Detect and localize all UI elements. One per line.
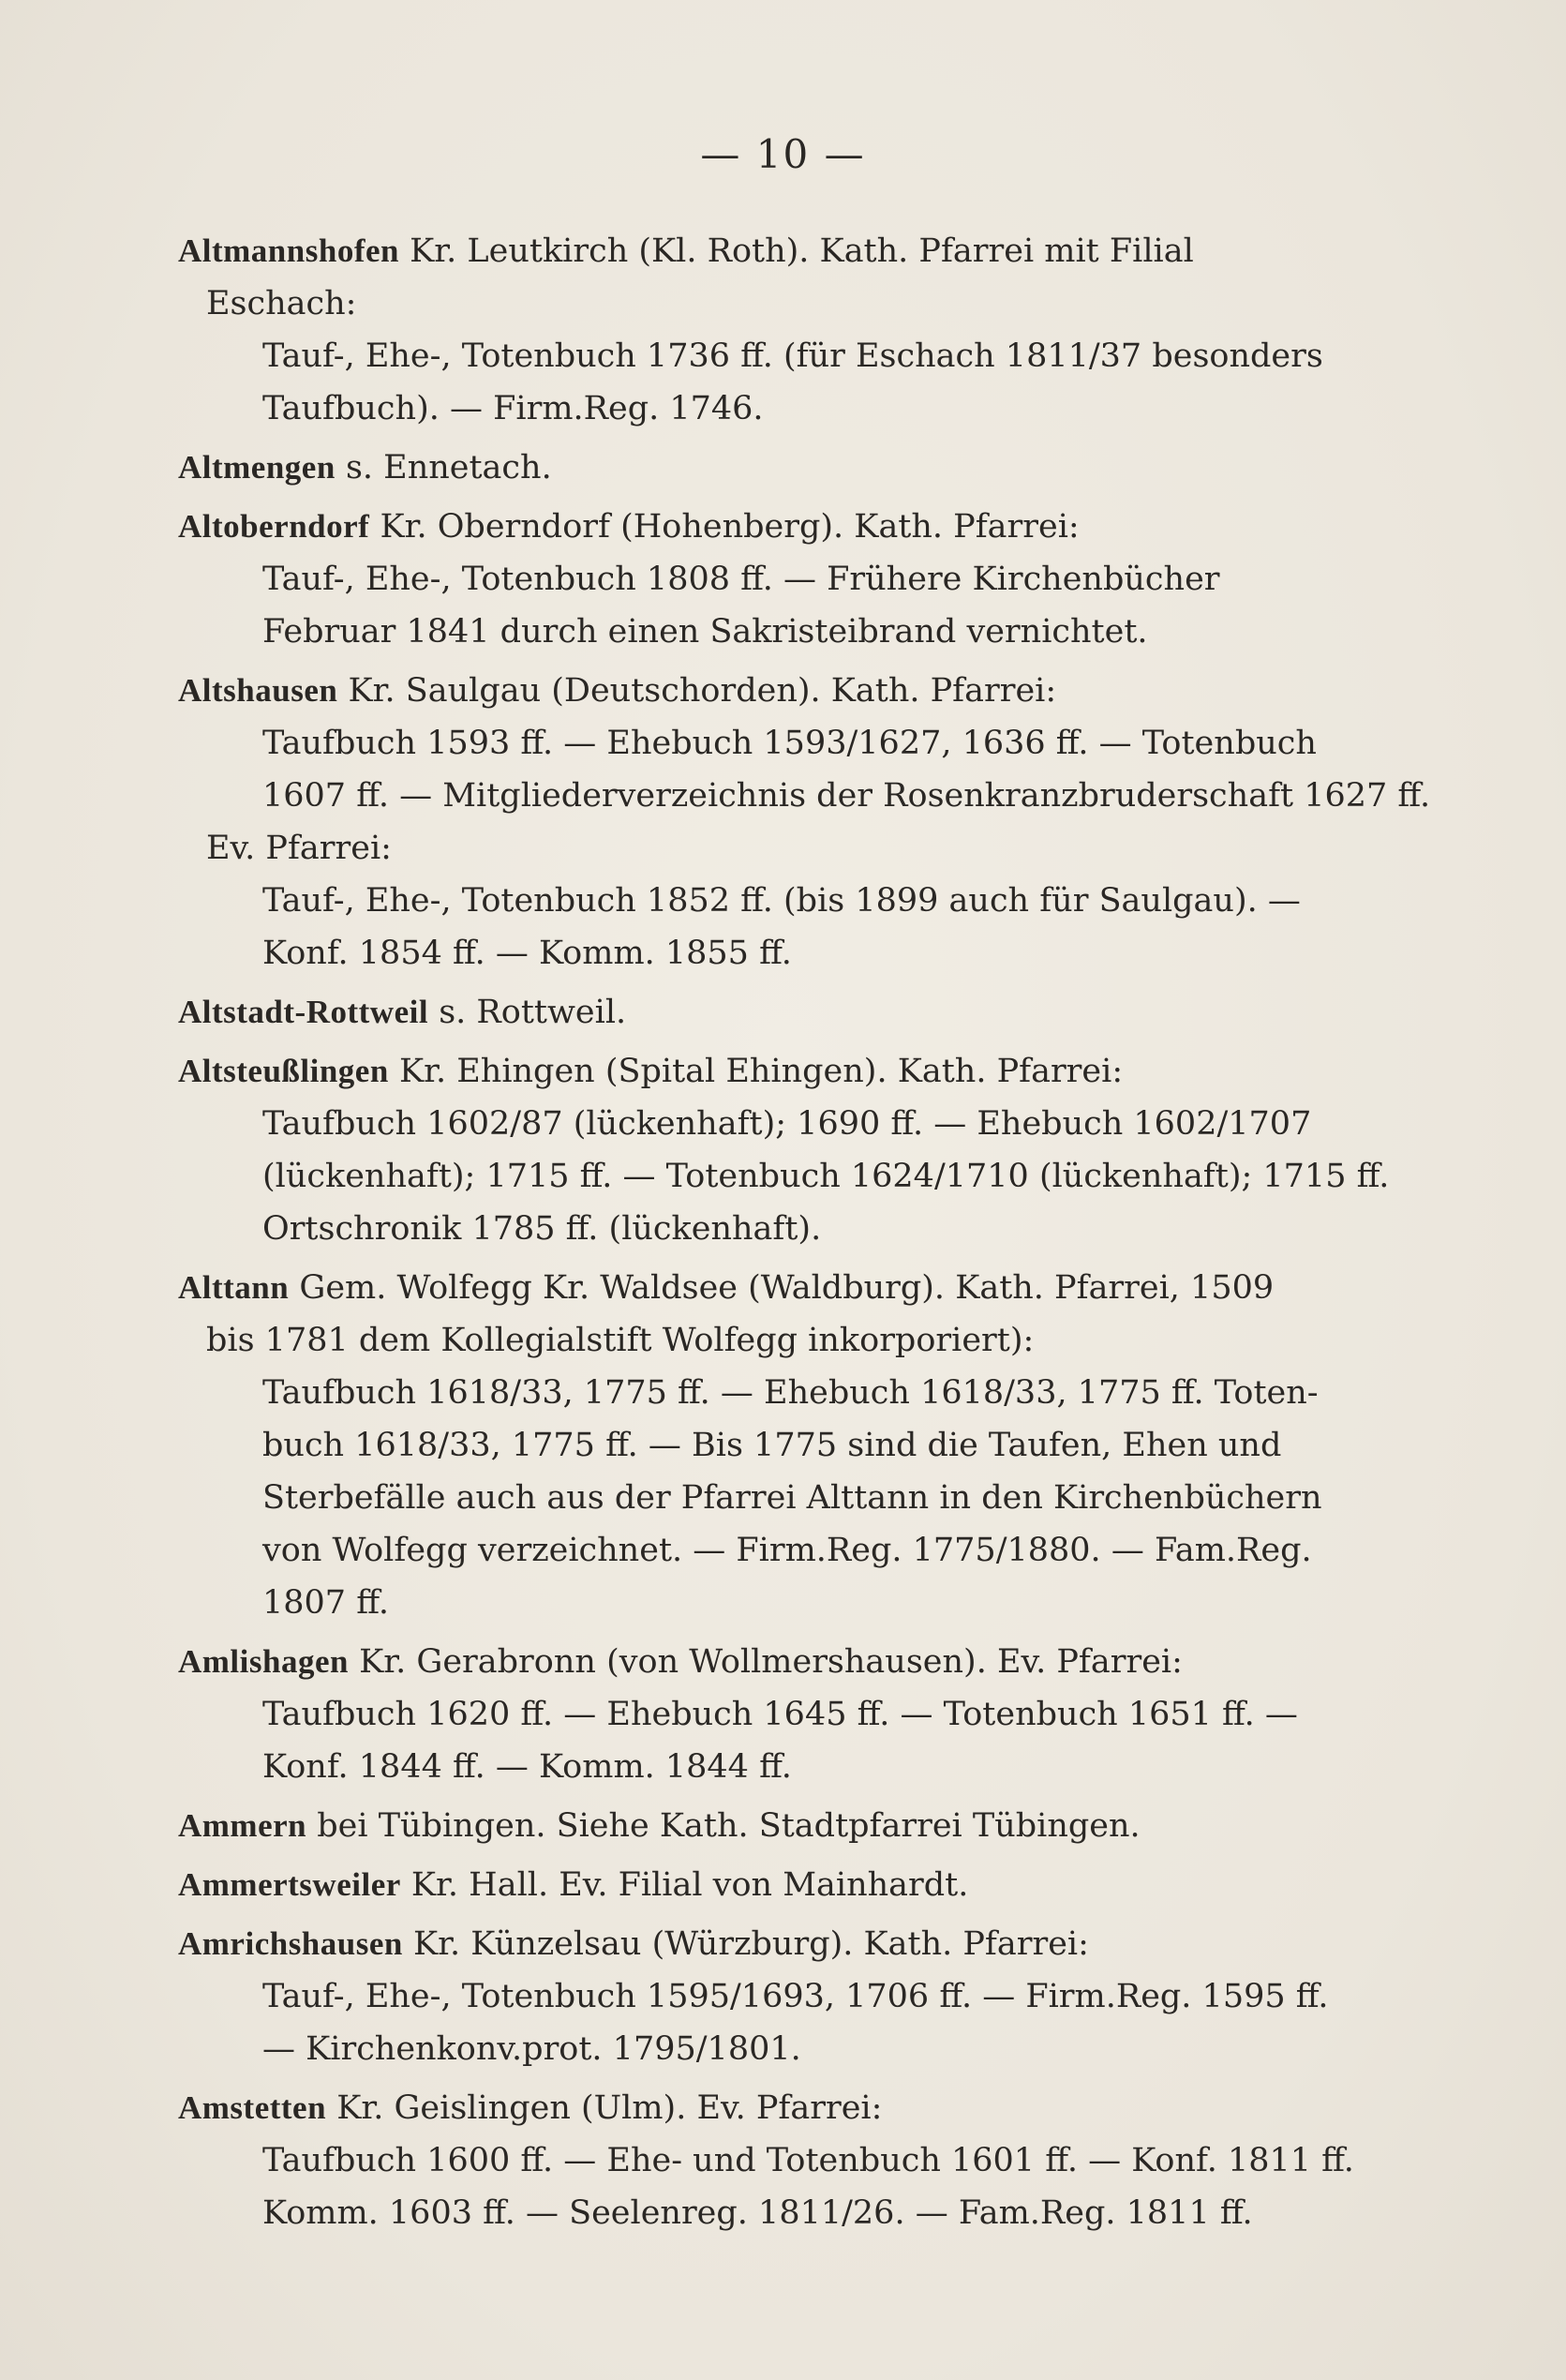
entry-line xyxy=(178,1262,1387,1314)
entry-line xyxy=(178,2082,1387,2134)
entry-line xyxy=(178,717,1387,770)
entry-text: Kr. Saulgau (Deutschorden). Kath. Pfarrei: xyxy=(337,672,1057,710)
entry-text: Taufbuch 1593 ff. — Ehebuch 1593/1627, 1636 ff. — Totenbuch xyxy=(262,725,1317,762)
entry-line xyxy=(178,1150,1390,1203)
entry-text: Gem. Wolfegg Kr. Waldsee (Waldburg). Kath. Pfarrei, 1509 xyxy=(289,1269,1275,1307)
entry-line xyxy=(178,1472,1387,1524)
entry xyxy=(178,1636,1387,1793)
entry-heading: Altoberndorf xyxy=(178,508,370,545)
entry-line xyxy=(178,770,1431,822)
entry-line xyxy=(178,442,1387,494)
entry-text: Tauf-, Ehe-, Totenbuch 1595/1693, 1706 ff. — Firm.Reg. 1595 ff. xyxy=(262,1978,1329,2015)
entry-line xyxy=(178,2134,1387,2187)
entry xyxy=(178,986,1387,1039)
entry-heading: Altshausen xyxy=(178,672,338,709)
entry-heading: Altsteußlingen xyxy=(178,1053,389,1089)
entry xyxy=(178,1045,1390,1255)
entry-text: Tauf-, Ehe-, Totenbuch 1808 ff. — Frühere Kirchenbücher xyxy=(262,561,1220,598)
entry-text: Taufbuch 1600 ff. — Ehe- und Totenbuch 1601 ff. — Konf. 1811 ff. xyxy=(262,2142,1354,2179)
entry-text: Kr. Ehingen (Spital Ehingen). Kath. Pfarrei: xyxy=(388,1053,1124,1090)
entry-text: Februar 1841 durch einen Sakristeibrand vernichtet. xyxy=(262,613,1148,651)
entry-line xyxy=(178,382,1387,435)
entry-line xyxy=(178,1688,1387,1741)
entry-text: bis 1781 dem Kollegialstift Wolfegg inkorporiert): xyxy=(206,1322,1035,1359)
entry-text: Kr. Oberndorf (Hohenberg). Kath. Pfarrei: xyxy=(369,508,1080,546)
entry-line xyxy=(178,822,1387,875)
entry-text: s. Rottweil. xyxy=(428,994,627,1031)
entry-text: Taufbuch). — Firm.Reg. 1746. xyxy=(262,390,764,427)
entry-text: von Wolfegg verzeichnet. — Firm.Reg. 1775/1880. — Fam.Reg. xyxy=(262,1532,1312,1569)
entry-text: Kr. Gerabronn (von Wollmershausen). Ev. Pfarrei: xyxy=(348,1643,1183,1681)
entry-text: Kr. Künzelsau (Würzburg). Kath. Pfarrei: xyxy=(402,1925,1089,1963)
entry-heading: Amstetten xyxy=(178,2089,327,2126)
entry-line xyxy=(178,665,1387,717)
entry-text: Konf. 1854 ff. — Komm. 1855 ff. xyxy=(262,935,792,972)
entry-heading: Ammern xyxy=(178,1807,307,1844)
entry-line xyxy=(178,2187,1387,2239)
entry-line xyxy=(178,606,1387,658)
entry-line xyxy=(178,501,1387,553)
entry-line xyxy=(178,1203,1387,1255)
entry xyxy=(178,665,1431,980)
entry-line xyxy=(178,553,1387,606)
entry-text: s. Ennetach. xyxy=(335,449,552,486)
entry xyxy=(178,1859,1387,1911)
entry-text: Eschach: xyxy=(206,285,357,322)
entry xyxy=(178,501,1387,658)
entry-line xyxy=(178,277,1387,330)
entry-line xyxy=(178,1859,1387,1911)
entry-line xyxy=(178,1045,1387,1098)
entry-line xyxy=(178,927,1387,980)
entry-text: Taufbuch 1618/33, 1775 ff. — Ehebuch 1618/33, 1775 ff. Toten- xyxy=(262,1374,1319,1412)
page-number: — 10 — xyxy=(700,131,866,177)
entry-line xyxy=(178,225,1387,277)
entry-line xyxy=(178,1524,1387,1577)
entry-text: (lückenhaft); 1715 ff. — Totenbuch 1624/1710 (lückenhaft); 1715 ff. xyxy=(262,1158,1390,1195)
entry-line xyxy=(178,1314,1387,1367)
entry-heading: Alttann xyxy=(178,1269,290,1306)
entry-heading: Ammertsweiler xyxy=(178,1866,401,1903)
entry-text: Ev. Pfarrei: xyxy=(206,830,392,867)
entry-text: Kr. Hall. Ev. Filial von Mainhardt. xyxy=(400,1866,969,1904)
entry-text: 1607 ff. — Mitgliederverzeichnis der Rosenkranzbruderschaft 1627 ff. xyxy=(262,777,1431,815)
entry-line xyxy=(178,875,1387,927)
entry xyxy=(178,2082,1387,2239)
entry-line xyxy=(178,1636,1387,1688)
entry-heading: Altmengen xyxy=(178,449,336,486)
entry-text: bei Tübingen. Siehe Kath. Stadtpfarrei Tübingen. xyxy=(306,1807,1141,1845)
entry-line xyxy=(178,1098,1387,1150)
entry-line xyxy=(178,1419,1387,1472)
entry-text: Tauf-, Ehe-, Totenbuch 1852 ff. (bis 1899 auch für Saulgau). — xyxy=(262,882,1301,920)
entry xyxy=(178,1918,1387,2075)
entry-line xyxy=(178,2023,1387,2075)
entry-line xyxy=(178,1577,1387,1629)
entry-line xyxy=(178,1741,1387,1793)
entry-text: — Kirchenkonv.prot. 1795/1801. xyxy=(262,2030,801,2068)
entry-heading: Amrichshausen xyxy=(178,1925,403,1962)
entry xyxy=(178,1800,1387,1852)
entry-line xyxy=(178,1918,1387,1970)
entry-text: Konf. 1844 ff. — Komm. 1844 ff. xyxy=(262,1748,792,1786)
entry-text: Ortschronik 1785 ff. (lückenhaft). xyxy=(262,1210,822,1248)
entry-line xyxy=(178,330,1387,382)
entry-heading: Amlishagen xyxy=(178,1643,349,1680)
entry-line xyxy=(178,1367,1387,1419)
entry xyxy=(178,442,1387,494)
entry-text: buch 1618/33, 1775 ff. — Bis 1775 sind die Taufen, Ehen und xyxy=(262,1427,1282,1464)
entry-heading: Altmannshofen xyxy=(178,232,399,269)
entry-text: Kr. Leutkirch (Kl. Roth). Kath. Pfarrei mit Filial xyxy=(398,232,1194,270)
entry-text: Tauf-, Ehe-, Totenbuch 1736 ff. (für Eschach 1811/37 besonders xyxy=(262,337,1323,375)
entry xyxy=(178,225,1387,435)
entry-list xyxy=(178,225,1431,2246)
entry-line xyxy=(178,1970,1387,2023)
entry xyxy=(178,1262,1387,1629)
entry-text: Taufbuch 1620 ff. — Ehebuch 1645 ff. — Totenbuch 1651 ff. — xyxy=(262,1696,1298,1733)
entry-text: Kr. Geislingen (Ulm). Ev. Pfarrei: xyxy=(326,2089,883,2127)
entry-text: Sterbefälle auch aus der Pfarrei Alttann in den Kirchenbüchern xyxy=(262,1479,1322,1517)
entry-heading: Altstadt-Rottweil xyxy=(178,994,429,1030)
entry-line xyxy=(178,986,1387,1039)
entry-line xyxy=(178,1800,1387,1852)
entry-text: 1807 ff. xyxy=(262,1584,389,1622)
entry-text: Taufbuch 1602/87 (lückenhaft); 1690 ff. — Ehebuch 1602/1707 xyxy=(262,1105,1312,1143)
entry-text: Komm. 1603 ff. — Seelenreg. 1811/26. — Fam.Reg. 1811 ff. xyxy=(262,2194,1253,2232)
